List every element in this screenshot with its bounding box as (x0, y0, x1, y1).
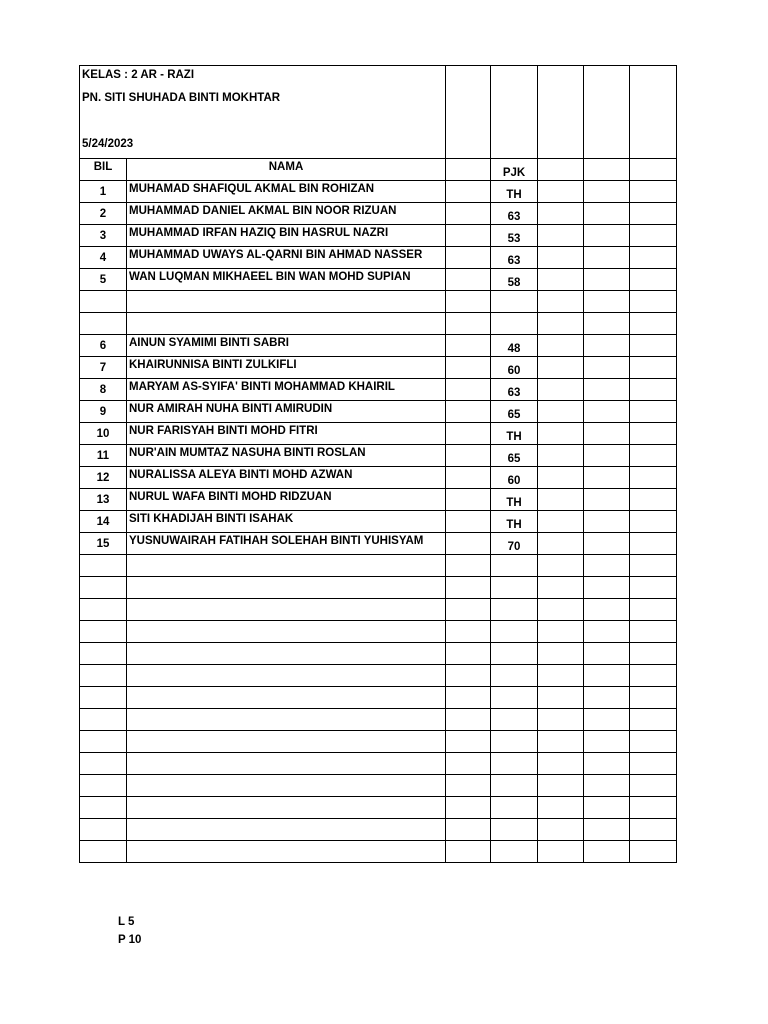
row-bil (80, 599, 127, 621)
column-header-pjk: PJK (491, 159, 538, 181)
row-empty-cell (584, 709, 630, 731)
row-nama (127, 819, 446, 841)
row-empty-cell (630, 335, 677, 357)
row-empty-cell (630, 533, 677, 555)
footer-summary (118, 913, 141, 949)
row-nama (127, 555, 446, 577)
column-header-empty (446, 159, 491, 181)
row-bil (80, 819, 127, 841)
row-empty-cell (630, 753, 677, 775)
row-bil: 5 (80, 269, 127, 291)
row-empty-cell (630, 797, 677, 819)
row-pjk-score (491, 687, 538, 709)
row-empty-cell (584, 269, 630, 291)
row-empty-cell (446, 753, 491, 775)
row-nama (127, 753, 446, 775)
row-bil: 3 (80, 225, 127, 247)
row-pjk-score (491, 621, 538, 643)
row-pjk-score (491, 797, 538, 819)
column-header-nama: NAMA (127, 159, 446, 181)
row-bil: 9 (80, 401, 127, 423)
table-row (80, 731, 677, 753)
row-bil (80, 621, 127, 643)
row-nama: MUHAMMAD IRFAN HAZIQ BIN HASRUL NAZRI (127, 225, 446, 247)
table-row (80, 225, 677, 247)
row-nama (127, 621, 446, 643)
row-pjk-score: TH (491, 489, 538, 511)
header-empty-cell (446, 66, 491, 159)
table-row (80, 577, 677, 599)
row-empty-cell (446, 181, 491, 203)
row-nama (127, 731, 446, 753)
row-nama: MUHAMMAD UWAYS AL-QARNI BIN AHMAD NASSER (127, 247, 446, 269)
row-empty-cell (538, 841, 584, 863)
row-empty-cell (538, 621, 584, 643)
row-nama: NUR'AIN MUMTAZ NASUHA BINTI ROSLAN (127, 445, 446, 467)
row-pjk-score: TH (491, 511, 538, 533)
row-nama: AINUN SYAMIMI BINTI SABRI (127, 335, 446, 357)
row-empty-cell (538, 423, 584, 445)
row-pjk-score (491, 291, 538, 313)
row-bil (80, 687, 127, 709)
row-empty-cell (584, 687, 630, 709)
table-row (80, 775, 677, 797)
row-empty-cell (630, 247, 677, 269)
column-header-empty (538, 159, 584, 181)
row-bil: 15 (80, 533, 127, 555)
row-bil (80, 775, 127, 797)
row-empty-cell (630, 621, 677, 643)
row-bil (80, 643, 127, 665)
row-empty-cell (630, 269, 677, 291)
row-pjk-score: TH (491, 181, 538, 203)
header-block (80, 66, 677, 159)
row-empty-cell (446, 643, 491, 665)
class-name: KELAS : 2 AR - RAZI (82, 69, 195, 81)
row-empty-cell (630, 423, 677, 445)
row-empty-cell (446, 533, 491, 555)
row-empty-cell (538, 709, 584, 731)
row-pjk-score: 63 (491, 247, 538, 269)
row-empty-cell (446, 709, 491, 731)
row-empty-cell (630, 313, 677, 335)
row-empty-cell (538, 445, 584, 467)
row-empty-cell (446, 357, 491, 379)
row-empty-cell (538, 291, 584, 313)
row-nama: NUR FARISYAH BINTI MOHD FITRI (127, 423, 446, 445)
row-empty-cell (538, 511, 584, 533)
table-row (80, 709, 677, 731)
header-empty-cell (630, 66, 677, 159)
row-pjk-score (491, 819, 538, 841)
footer-line-p: P 10 (118, 934, 142, 946)
row-empty-cell (584, 357, 630, 379)
row-nama (127, 775, 446, 797)
row-pjk-score: 53 (491, 225, 538, 247)
table-row (80, 335, 677, 357)
row-bil (80, 313, 127, 335)
row-empty-cell (446, 445, 491, 467)
row-empty-cell (538, 665, 584, 687)
row-empty-cell (446, 313, 491, 335)
row-pjk-score: 63 (491, 203, 538, 225)
row-empty-cell (630, 203, 677, 225)
row-bil: 8 (80, 379, 127, 401)
row-bil: 7 (80, 357, 127, 379)
table-row (80, 445, 677, 467)
row-empty-cell (538, 225, 584, 247)
row-empty-cell (446, 269, 491, 291)
row-empty-cell (630, 819, 677, 841)
row-nama (127, 291, 446, 313)
row-empty-cell (446, 467, 491, 489)
row-nama: MUHAMMAD DANIEL AKMAL BIN NOOR RIZUAN (127, 203, 446, 225)
table-row (80, 291, 677, 313)
row-empty-cell (584, 731, 630, 753)
teacher-name: PN. SITI SHUHADA BINTI MOKHTAR (82, 92, 281, 104)
header-empty-cell (538, 66, 584, 159)
date: 5/24/2023 (82, 138, 134, 150)
column-header-empty (584, 159, 630, 181)
row-pjk-score (491, 643, 538, 665)
header-empty-cell (584, 66, 630, 159)
table-row (80, 489, 677, 511)
row-empty-cell (446, 203, 491, 225)
row-bil (80, 797, 127, 819)
row-empty-cell (584, 489, 630, 511)
row-empty-cell (538, 467, 584, 489)
row-empty-cell (630, 511, 677, 533)
row-empty-cell (630, 445, 677, 467)
row-pjk-score (491, 753, 538, 775)
row-empty-cell (538, 203, 584, 225)
row-empty-cell (630, 841, 677, 863)
row-empty-cell (584, 599, 630, 621)
row-nama (127, 841, 446, 863)
row-empty-cell (584, 643, 630, 665)
row-empty-cell (538, 401, 584, 423)
table-row (80, 379, 677, 401)
row-bil: 11 (80, 445, 127, 467)
footer-line-l: L 5 (118, 916, 135, 928)
row-empty-cell (584, 313, 630, 335)
row-empty-cell (538, 181, 584, 203)
table-row (80, 621, 677, 643)
row-empty-cell (538, 555, 584, 577)
class-list-table (79, 65, 677, 863)
row-empty-cell (538, 687, 584, 709)
row-empty-cell (446, 665, 491, 687)
row-empty-cell (538, 533, 584, 555)
row-nama (127, 577, 446, 599)
row-bil: 2 (80, 203, 127, 225)
row-nama (127, 665, 446, 687)
row-empty-cell (446, 489, 491, 511)
row-bil: 14 (80, 511, 127, 533)
row-bil: 1 (80, 181, 127, 203)
row-nama (127, 643, 446, 665)
row-empty-cell (630, 357, 677, 379)
row-nama: KHAIRUNNISA BINTI ZULKIFLI (127, 357, 446, 379)
row-empty-cell (446, 599, 491, 621)
row-pjk-score (491, 775, 538, 797)
row-empty-cell (446, 577, 491, 599)
table-row (80, 643, 677, 665)
row-empty-cell (538, 247, 584, 269)
row-empty-cell (630, 225, 677, 247)
row-bil: 6 (80, 335, 127, 357)
row-empty-cell (446, 335, 491, 357)
row-pjk-score: 58 (491, 269, 538, 291)
row-pjk-score: 60 (491, 357, 538, 379)
column-header-empty (630, 159, 677, 181)
row-pjk-score: 65 (491, 445, 538, 467)
row-empty-cell (584, 819, 630, 841)
row-empty-cell (584, 621, 630, 643)
table-row (80, 269, 677, 291)
row-empty-cell (630, 731, 677, 753)
row-empty-cell (584, 401, 630, 423)
table-row (80, 665, 677, 687)
row-empty-cell (630, 489, 677, 511)
row-empty-cell (630, 291, 677, 313)
row-empty-cell (446, 401, 491, 423)
row-nama: YUSNUWAIRAH FATIHAH SOLEHAH BINTI YUHISYAM (127, 533, 446, 555)
row-empty-cell (538, 819, 584, 841)
row-empty-cell (446, 225, 491, 247)
row-empty-cell (630, 555, 677, 577)
row-empty-cell (584, 533, 630, 555)
row-empty-cell (584, 247, 630, 269)
row-empty-cell (630, 181, 677, 203)
row-bil (80, 709, 127, 731)
table-row (80, 753, 677, 775)
row-pjk-score (491, 599, 538, 621)
row-empty-cell (538, 357, 584, 379)
table-row (80, 423, 677, 445)
row-empty-cell (538, 577, 584, 599)
table-row (80, 357, 677, 379)
row-empty-cell (584, 775, 630, 797)
row-empty-cell (446, 511, 491, 533)
table-row (80, 181, 677, 203)
row-nama (127, 797, 446, 819)
row-bil (80, 731, 127, 753)
row-empty-cell (584, 577, 630, 599)
row-bil: 4 (80, 247, 127, 269)
row-empty-cell (584, 665, 630, 687)
row-pjk-score (491, 313, 538, 335)
row-bil: 12 (80, 467, 127, 489)
row-empty-cell (630, 665, 677, 687)
row-pjk-score (491, 665, 538, 687)
row-pjk-score: TH (491, 423, 538, 445)
row-empty-cell (630, 379, 677, 401)
row-empty-cell (584, 181, 630, 203)
row-nama: NURALISSA ALEYA BINTI MOHD AZWAN (127, 467, 446, 489)
row-bil (80, 291, 127, 313)
table-row (80, 203, 677, 225)
row-bil (80, 665, 127, 687)
row-pjk-score (491, 841, 538, 863)
row-empty-cell (584, 555, 630, 577)
row-nama: MARYAM AS-SYIFA' BINTI MOHAMMAD KHAIRIL (127, 379, 446, 401)
row-empty-cell (446, 731, 491, 753)
row-bil: 13 (80, 489, 127, 511)
row-empty-cell (538, 269, 584, 291)
row-empty-cell (630, 709, 677, 731)
row-pjk-score: 70 (491, 533, 538, 555)
row-empty-cell (538, 797, 584, 819)
row-pjk-score: 63 (491, 379, 538, 401)
row-empty-cell (584, 467, 630, 489)
row-nama (127, 687, 446, 709)
row-empty-cell (630, 401, 677, 423)
row-empty-cell (538, 599, 584, 621)
row-empty-cell (584, 335, 630, 357)
row-bil (80, 841, 127, 863)
table-row (80, 687, 677, 709)
row-empty-cell (584, 291, 630, 313)
table-row (80, 467, 677, 489)
table-row (80, 599, 677, 621)
row-empty-cell (446, 247, 491, 269)
row-empty-cell (446, 687, 491, 709)
row-empty-cell (446, 621, 491, 643)
row-empty-cell (446, 797, 491, 819)
row-bil: 10 (80, 423, 127, 445)
table-row (80, 841, 677, 863)
row-pjk-score: 65 (491, 401, 538, 423)
row-empty-cell (584, 753, 630, 775)
row-pjk-score: 48 (491, 335, 538, 357)
row-empty-cell (446, 841, 491, 863)
row-bil (80, 577, 127, 599)
row-empty-cell (446, 379, 491, 401)
table-row (80, 533, 677, 555)
row-empty-cell (630, 599, 677, 621)
row-nama: WAN LUQMAN MIKHAEEL BIN WAN MOHD SUPIAN (127, 269, 446, 291)
row-pjk-score (491, 577, 538, 599)
row-empty-cell (538, 753, 584, 775)
table-row (80, 401, 677, 423)
row-nama (127, 599, 446, 621)
row-nama: MUHAMAD SHAFIQUL AKMAL BIN ROHIZAN (127, 181, 446, 203)
row-pjk-score (491, 709, 538, 731)
row-empty-cell (538, 335, 584, 357)
row-nama: NURUL WAFA BINTI MOHD RIDZUAN (127, 489, 446, 511)
row-nama (127, 709, 446, 731)
row-bil (80, 753, 127, 775)
table-row (80, 511, 677, 533)
row-empty-cell (538, 643, 584, 665)
table-row (80, 247, 677, 269)
table-row (80, 313, 677, 335)
row-empty-cell (584, 797, 630, 819)
column-header-row (80, 159, 677, 181)
row-empty-cell (538, 489, 584, 511)
row-empty-cell (538, 775, 584, 797)
row-empty-cell (584, 841, 630, 863)
row-empty-cell (446, 775, 491, 797)
row-empty-cell (446, 291, 491, 313)
row-pjk-score (491, 555, 538, 577)
row-empty-cell (584, 511, 630, 533)
table-row (80, 555, 677, 577)
row-empty-cell (630, 687, 677, 709)
row-nama (127, 313, 446, 335)
row-empty-cell (538, 731, 584, 753)
header-info-cell (80, 66, 446, 159)
row-empty-cell (630, 775, 677, 797)
row-empty-cell (584, 423, 630, 445)
row-empty-cell (630, 577, 677, 599)
row-empty-cell (584, 379, 630, 401)
row-empty-cell (584, 445, 630, 467)
table-row (80, 819, 677, 841)
row-pjk-score (491, 731, 538, 753)
row-empty-cell (630, 643, 677, 665)
table-row (80, 797, 677, 819)
column-header-bil: BIL (80, 159, 127, 181)
row-bil (80, 555, 127, 577)
row-nama: SITI KHADIJAH BINTI ISAHAK (127, 511, 446, 533)
row-nama: NUR AMIRAH NUHA BINTI AMIRUDIN (127, 401, 446, 423)
row-pjk-score: 60 (491, 467, 538, 489)
row-empty-cell (584, 225, 630, 247)
row-empty-cell (446, 423, 491, 445)
row-empty-cell (538, 379, 584, 401)
header-empty-cell (491, 66, 538, 159)
row-empty-cell (538, 313, 584, 335)
row-empty-cell (446, 555, 491, 577)
row-empty-cell (584, 203, 630, 225)
row-empty-cell (446, 819, 491, 841)
row-empty-cell (630, 467, 677, 489)
